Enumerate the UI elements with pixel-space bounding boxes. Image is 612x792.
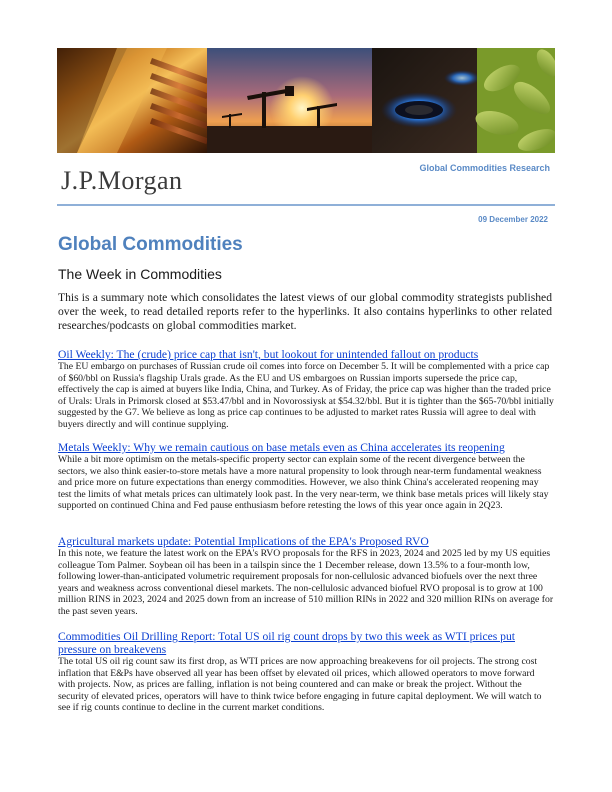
header-banner-image <box>57 48 555 153</box>
oil-drilling-report-summary: The total US oil rig count saw its first drop, as WTI prices are now approaching breakevens for oil projects. The strong cost inflation that E&Ps have observed all year has been offset by elevated oil prices, which allowed operators to move forward with projects. Now, as prices are falling, inflation is not being countered and can make or break the project. Without the security of elevated prices, operators will have to think twice before engaging in future capital deployment. We will watch to see if rig counts continue to decline in the current market conditions. <box>58 656 542 714</box>
section-oil-drilling-report <box>58 630 554 714</box>
header-divider <box>57 204 555 206</box>
page-title: Global Commodities <box>58 234 243 255</box>
metals-weekly-link[interactable]: Metals Weekly: Why we remain cautious on base metals even as China accelerates its reopening <box>58 441 505 454</box>
jpmorgan-logo: J.P.Morgan <box>61 166 183 195</box>
oil-weekly-summary: The EU embargo on purchases of Russian crude oil comes into force on December 5. It will be complemented with a price cap of $60/bbl on Russia's flagship Urals grade. As the EU and US embargoes on Russian imports supersede the price cap, effectively the cap is aimed at buyers like India, China, and Turkey. As of Friday, the price cap was higher than the traded price of Urals: Urals in Primorsk closed at $53.47/bbl and in Novorossiysk at $54.32/bbl. But it is tighter than the $65-70/bbl initially suggested by the G7. We believe as long as price cap continues to be adjusted to market rates Russia will agree to deal with buyers directly and will continue supplying. <box>58 361 554 430</box>
section-oil-weekly <box>58 348 554 431</box>
agricultural-update-summary: In this note, we feature the latest work on the EPA's RVO proposals for the RFS in 2023, 2024 and 2025 led by my US equities colleague Tom Palmer. Soybean oil has been in a tailspin since the 1 December release, down 13.5% to a four-month low, following lower-than-anticipated volumetric requirement proposals for non-cellulosic advanced biofuels over the next three years and weakness across conventional diesel markets. The non-cellulosic advanced biofuel RVO proposal is to grow at 100 million RINS in 2023, 2024 and 2025 down from an increase of 510 million RINs in 2022 and 320 million RINs on average for the past seven years. <box>58 548 554 617</box>
oil-weekly-link[interactable]: Oil Weekly: The (crude) price cap that isn't, but lookout for unintended fallout on products <box>58 348 479 361</box>
report-date: 09 December 2022 <box>478 215 548 224</box>
metals-weekly-summary: While a bit more optimism on the metals-specific property sector can explain some of the recent divergence between the sectors, we also think easier-to-store metals have a more natural propensity to look through near-term fundamental weakness and price more on future expectations than energy commodities. However, we also think China's accelerated reopening may test the limits of what metals prices can ultimately look past. In the very near-term, we think base metals prices will likely stay supported on continued China and Fed pause enthusiasm before retesting the lows of this year once again in 2Q23. <box>58 454 549 512</box>
banner-collage <box>57 48 555 153</box>
section-agricultural-update <box>58 535 554 618</box>
section-metals-weekly <box>58 441 554 512</box>
oil-drilling-report-link[interactable]: Commodities Oil Drilling Report: Total US oil rig count drops by two this week as WTI prices put pressure on breakevens <box>58 630 515 656</box>
agricultural-update-link[interactable]: Agricultural markets update: Potential Implications of the EPA's Proposed RVO <box>58 535 429 548</box>
intro-paragraph: This is a summary note which consolidates the latest views of our global commodity strategists published over the week, to read detailed reports refer to the hyperlinks. It also contains hyperlinks to other related researches/podcasts on global commodities market. <box>58 291 552 333</box>
research-label: Global Commodities Research <box>419 163 550 173</box>
page-subtitle: The Week in Commodities <box>58 266 222 282</box>
